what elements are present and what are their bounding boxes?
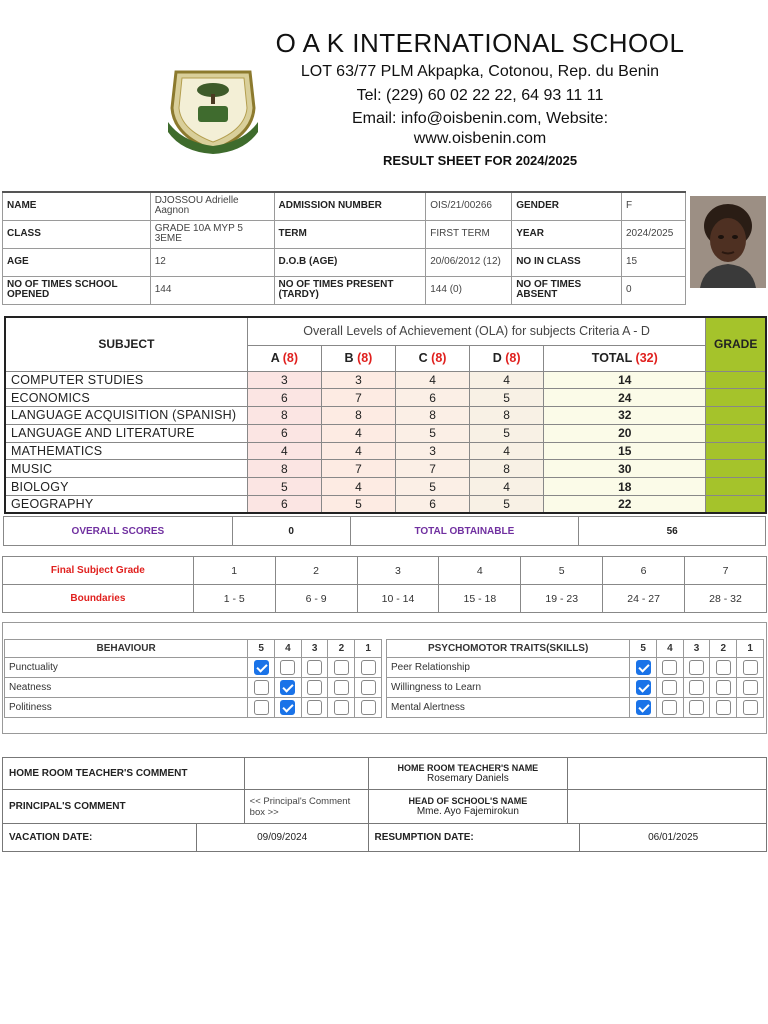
column-max: (8) [282, 351, 299, 365]
scale-4: 4 [274, 640, 301, 658]
rating-checkbox-3[interactable] [689, 660, 704, 675]
score-d: 4 [470, 371, 544, 389]
boundaries-label: Boundaries [3, 585, 194, 613]
column-name: TOTAL [591, 351, 633, 365]
student-photo [690, 196, 766, 288]
boundary-range: 6 - 9 [275, 585, 357, 613]
score-total: 30 [544, 460, 706, 478]
scale-3: 3 [683, 640, 710, 658]
score-a: 6 [247, 389, 321, 407]
criteria-column-d [470, 345, 544, 371]
class-value: GRADE 10A MYP 5 3EME [150, 220, 274, 248]
school-name: O A K INTERNATIONAL SCHOOL [275, 28, 685, 58]
psychomotor-header: PSYCHOMOTOR TRAITS(SKILLS) [387, 640, 630, 658]
rating-checkbox-3[interactable] [307, 700, 322, 715]
score-d: 4 [470, 478, 544, 496]
subject-name: LANGUAGE ACQUISITION (SPANISH) [5, 407, 247, 425]
score-b: 4 [321, 478, 395, 496]
behaviour-item-name: Neatness [5, 678, 248, 698]
final-grade-cell [706, 442, 766, 460]
psychomotor-item-row [387, 698, 764, 718]
subject-name: BIOLOGY [5, 478, 247, 496]
rating-checkbox-2[interactable] [334, 680, 349, 695]
criteria-column-b [321, 345, 395, 371]
column-max: (8) [357, 351, 373, 365]
rating-checkbox-2[interactable] [716, 660, 731, 675]
school-address: LOT 63/77 PLM Akpapka, Cotonou, Rep. du Benin [300, 63, 660, 80]
rating-checkbox-4[interactable] [662, 660, 677, 675]
criteria-column-c [396, 345, 470, 371]
school-website: www.oisbenin.com [413, 130, 547, 147]
checkbox-cell [355, 658, 382, 678]
score-b: 5 [321, 496, 395, 514]
resumption-date: 06/01/2025 [580, 824, 767, 852]
scale-2: 2 [710, 640, 737, 658]
psychomotor-item-name: Willingness to Learn [387, 678, 630, 698]
rating-checkbox-4[interactable] [280, 700, 295, 715]
times-opened-label: NO OF TIMES SCHOOL OPENED [3, 276, 151, 304]
result-sheet-title: RESULT SHEET FOR 2024/2025 [382, 153, 578, 168]
final-grade-cell [706, 478, 766, 496]
resumption-date-label: RESUMPTION DATE: [368, 824, 580, 852]
score-b: 7 [321, 460, 395, 478]
principal-comment-box[interactable]: << Principal's Comment box >> [244, 790, 368, 824]
subject-name: LANGUAGE AND LITERATURE [5, 424, 247, 442]
boundary-grade: 4 [439, 557, 521, 585]
score-a: 5 [247, 478, 321, 496]
vacation-date-label: VACATION DATE: [3, 824, 197, 852]
checkbox-cell [301, 698, 328, 718]
rating-checkbox-3[interactable] [689, 680, 704, 695]
psychomotor-item-name: Peer Relationship [387, 658, 630, 678]
checkbox-cell [248, 698, 275, 718]
no-in-class-value: 15 [622, 248, 686, 276]
rating-checkbox-4[interactable] [280, 660, 295, 675]
final-grade-cell [706, 496, 766, 514]
gender-label: GENDER [512, 192, 622, 220]
teacher-comment-label: HOME ROOM TEACHER'S COMMENT [3, 758, 245, 790]
rating-checkbox-2[interactable] [716, 680, 731, 695]
score-b: 4 [321, 442, 395, 460]
checkbox-cell [630, 678, 657, 698]
overall-scores-value: 0 [232, 517, 350, 546]
score-a: 4 [247, 442, 321, 460]
final-grade-cell [706, 407, 766, 425]
score-a: 6 [247, 496, 321, 514]
subject-name: ECONOMICS [5, 389, 247, 407]
student-info-table [2, 191, 686, 305]
checkbox-cell [683, 658, 710, 678]
boundary-range: 1 - 5 [193, 585, 275, 613]
score-c: 5 [396, 478, 470, 496]
boundary-range: 28 - 32 [685, 585, 767, 613]
behaviour-table [4, 639, 382, 718]
teacher-name-label: HOME ROOM TEACHER'S NAME [397, 763, 539, 773]
subject-row [5, 496, 766, 514]
checkbox-cell [328, 698, 355, 718]
checkbox-cell [656, 658, 683, 678]
grade-header: GRADE [706, 317, 766, 371]
checkbox-cell [328, 678, 355, 698]
scale-5: 5 [630, 640, 657, 658]
head-name-label: HEAD OF SCHOOL'S NAME [408, 796, 528, 806]
score-d: 5 [470, 496, 544, 514]
term-label: TERM [274, 220, 426, 248]
final-grade-cell [706, 389, 766, 407]
head-signature-box [568, 790, 767, 824]
rating-checkbox-4[interactable] [662, 680, 677, 695]
scale-2: 2 [328, 640, 355, 658]
scale-1: 1 [355, 640, 382, 658]
criteria-column-total [544, 345, 706, 371]
checkbox-cell [737, 698, 764, 718]
class-label: CLASS [3, 220, 151, 248]
grade-boundaries-table [2, 556, 767, 613]
rating-checkbox-5[interactable] [636, 700, 651, 715]
dob-value: 20/06/2012 (12) [426, 248, 512, 276]
score-total: 20 [544, 424, 706, 442]
school-email: Email: info@oisbenin.com, Website: [351, 110, 609, 127]
score-b: 7 [321, 389, 395, 407]
student-name: DJOSSOU Adrielle Aagnon [150, 192, 274, 220]
times-absent-value: 0 [622, 276, 686, 304]
score-total: 22 [544, 496, 706, 514]
final-subject-grade-label: Final Subject Grade [3, 557, 194, 585]
checkbox-cell [248, 678, 275, 698]
final-grade-cell [706, 424, 766, 442]
vacation-date: 09/09/2024 [196, 824, 368, 852]
behaviour-item-name: Politiness [5, 698, 248, 718]
checkbox-cell [301, 658, 328, 678]
column-name: C [418, 351, 428, 365]
gender-value: F [622, 192, 686, 220]
column-name: A [270, 351, 280, 365]
rating-checkbox-2[interactable] [716, 700, 731, 715]
score-c: 7 [396, 460, 470, 478]
year-value: 2024/2025 [622, 220, 686, 248]
dob-label: D.O.B (AGE) [274, 248, 426, 276]
checkbox-cell [274, 658, 301, 678]
checkbox-cell [683, 698, 710, 718]
behaviour-item-name: Punctuality [5, 658, 248, 678]
subject-name: MATHEMATICS [5, 442, 247, 460]
psychomotor-item-name: Mental Alertness [387, 698, 630, 718]
times-absent-label: NO OF TIMES ABSENT [512, 276, 622, 304]
score-c: 6 [396, 496, 470, 514]
school-logo [162, 62, 264, 154]
checkbox-cell [274, 698, 301, 718]
final-grade-cell [706, 371, 766, 389]
behaviour-item-row [5, 658, 382, 678]
scale-4: 4 [656, 640, 683, 658]
psychomotor-item-row [387, 678, 764, 698]
checkbox-cell [710, 698, 737, 718]
boundary-grade: 1 [193, 557, 275, 585]
rating-checkbox-5[interactable] [254, 660, 269, 675]
checkbox-cell [355, 698, 382, 718]
checkbox-cell [274, 678, 301, 698]
subject-row [5, 442, 766, 460]
subject-row [5, 478, 766, 496]
column-max: (8) [431, 351, 447, 365]
boundary-range: 15 - 18 [439, 585, 521, 613]
school-phone: Tel: (229) 60 02 22 22, 64 93 11 11 [356, 87, 604, 104]
score-total: 14 [544, 371, 706, 389]
rating-checkbox-1[interactable] [361, 680, 376, 695]
rating-checkbox-1[interactable] [743, 700, 758, 715]
overall-scores-table [3, 516, 766, 546]
times-present-label: NO OF TIMES PRESENT (TARDY) [274, 276, 426, 304]
psychomotor-item-row [387, 658, 764, 678]
total-obtainable-value: 56 [579, 517, 766, 546]
rating-checkbox-2[interactable] [334, 700, 349, 715]
boundary-grade: 7 [685, 557, 767, 585]
criteria-column-a [247, 345, 321, 371]
teacher-name: Rosemary Daniels [427, 773, 509, 784]
psychomotor-table [386, 639, 764, 718]
column-max: (32) [635, 351, 658, 365]
score-d: 8 [470, 460, 544, 478]
score-b: 8 [321, 407, 395, 425]
times-opened-value: 144 [150, 276, 274, 304]
column-max: (8) [505, 351, 521, 365]
admission-label: ADMISSION NUMBER [274, 192, 426, 220]
score-a: 8 [247, 407, 321, 425]
total-obtainable-label: TOTAL OBTAINABLE [350, 517, 579, 546]
admission-number: OIS/21/00266 [426, 192, 512, 220]
checkbox-cell [737, 678, 764, 698]
score-d: 8 [470, 407, 544, 425]
times-present-value: 144 (0) [426, 276, 512, 304]
checkbox-cell [630, 698, 657, 718]
subject-row [5, 389, 766, 407]
rating-checkbox-1[interactable] [743, 680, 758, 695]
teacher-comment-box[interactable] [244, 758, 368, 790]
rating-checkbox-3[interactable] [307, 680, 322, 695]
boundary-range: 24 - 27 [603, 585, 685, 613]
score-c: 5 [396, 424, 470, 442]
subject-row [5, 424, 766, 442]
comments-table [2, 757, 767, 852]
behaviour-item-row [5, 698, 382, 718]
principal-comment-label: PRINCIPAL'S COMMENT [3, 790, 245, 824]
score-total: 32 [544, 407, 706, 425]
column-name: B [344, 351, 354, 365]
boundary-grade: 3 [357, 557, 439, 585]
rating-checkbox-5[interactable] [636, 660, 651, 675]
rating-checkbox-1[interactable] [743, 660, 758, 675]
criteria-header: Overall Levels of Achievement (OLA) for subjects Criteria A - D [247, 317, 706, 345]
rating-checkbox-3[interactable] [307, 660, 322, 675]
checkbox-cell [710, 658, 737, 678]
rating-checkbox-3[interactable] [689, 700, 704, 715]
boundary-grade: 5 [521, 557, 603, 585]
rating-checkbox-2[interactable] [334, 660, 349, 675]
behaviour-header: BEHAVIOUR [5, 640, 248, 658]
subject-row [5, 371, 766, 389]
checkbox-cell [737, 658, 764, 678]
subject-name: GEOGRAPHY [5, 496, 247, 514]
column-name: D [492, 351, 502, 365]
boundary-grade: 2 [275, 557, 357, 585]
year-label: YEAR [512, 220, 622, 248]
score-b: 3 [321, 371, 395, 389]
final-grade-cell [706, 460, 766, 478]
score-total: 18 [544, 478, 706, 496]
subject-name: COMPUTER STUDIES [5, 371, 247, 389]
score-a: 3 [247, 371, 321, 389]
score-d: 5 [470, 389, 544, 407]
rating-checkbox-4[interactable] [280, 680, 295, 695]
term-value: FIRST TERM [426, 220, 512, 248]
boundary-range: 19 - 23 [521, 585, 603, 613]
checkbox-cell [328, 658, 355, 678]
rating-checkbox-5[interactable] [254, 700, 269, 715]
boundary-range: 10 - 14 [357, 585, 439, 613]
scale-3: 3 [301, 640, 328, 658]
age-value: 12 [150, 248, 274, 276]
score-c: 3 [396, 442, 470, 460]
checkbox-cell [656, 698, 683, 718]
head-name: Mme. Ayo Fajemirokun [416, 806, 519, 817]
score-c: 6 [396, 389, 470, 407]
score-b: 4 [321, 424, 395, 442]
no-in-class-label: NO IN CLASS [512, 248, 622, 276]
score-total: 15 [544, 442, 706, 460]
score-d: 5 [470, 424, 544, 442]
age-label: AGE [3, 248, 151, 276]
rating-checkbox-1[interactable] [361, 700, 376, 715]
overall-scores-label: OVERALL SCORES [4, 517, 233, 546]
subject-grades-table [4, 316, 767, 514]
rating-checkbox-5[interactable] [254, 680, 269, 695]
checkbox-cell [301, 678, 328, 698]
name-label: NAME [3, 192, 151, 220]
teacher-signature-box [568, 758, 767, 790]
score-a: 6 [247, 424, 321, 442]
scale-1: 1 [737, 640, 764, 658]
checkbox-cell [656, 678, 683, 698]
checkbox-cell [248, 658, 275, 678]
score-total: 24 [544, 389, 706, 407]
boundary-grade: 6 [603, 557, 685, 585]
subject-row [5, 460, 766, 478]
checkbox-cell [355, 678, 382, 698]
rating-checkbox-5[interactable] [636, 680, 651, 695]
rating-checkbox-4[interactable] [662, 700, 677, 715]
subject-row [5, 407, 766, 425]
subject-name: MUSIC [5, 460, 247, 478]
score-d: 4 [470, 442, 544, 460]
checkbox-cell [630, 658, 657, 678]
checkbox-cell [710, 678, 737, 698]
subject-header: SUBJECT [5, 317, 247, 371]
score-c: 8 [396, 407, 470, 425]
behaviour-item-row [5, 678, 382, 698]
score-c: 4 [396, 371, 470, 389]
score-a: 8 [247, 460, 321, 478]
checkbox-cell [683, 678, 710, 698]
rating-checkbox-1[interactable] [361, 660, 376, 675]
scale-5: 5 [248, 640, 275, 658]
